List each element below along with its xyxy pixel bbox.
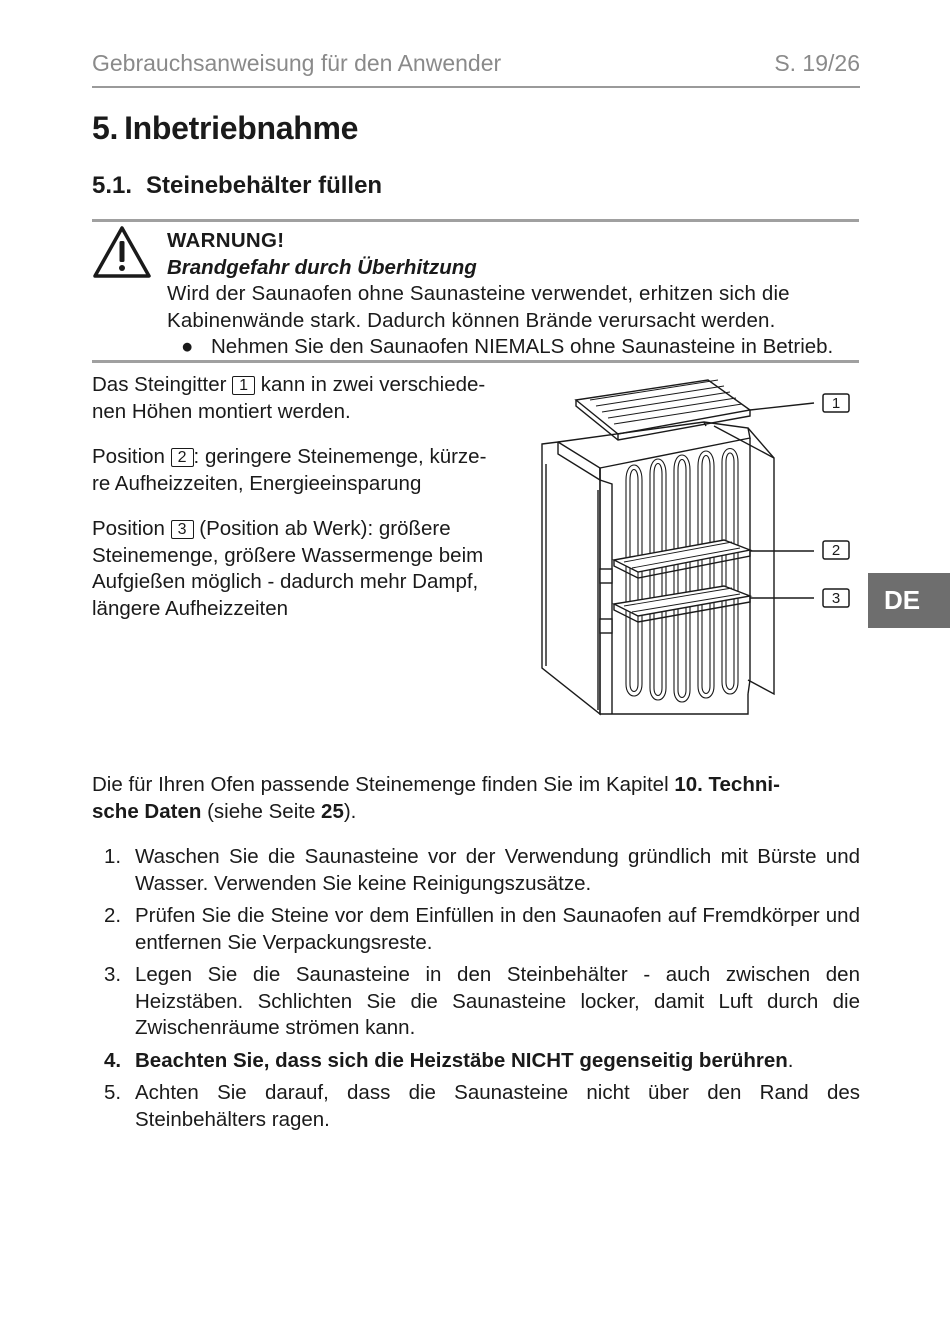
paragraph xyxy=(92,516,532,622)
warning-triangle-icon xyxy=(92,225,152,279)
step-number: 5. xyxy=(104,1081,122,1104)
text: ). xyxy=(343,799,357,823)
section-number: 5.1. xyxy=(92,172,133,199)
bullet-icon: ● xyxy=(181,335,194,358)
step-text: Legen Sie die Saunasteine in den Steinbehälter - auch zwischen den Heizstäben. Schlichten Sie die Saunasteine locker, damit Luft durch die Zwischenräume strömen kann. xyxy=(135,963,860,1039)
step-text: Prüfen Sie die Steine vor dem Einfüllen in den Saunaofen auf Fremdkörper und entfernen Sie Verpackungsreste. xyxy=(135,904,860,954)
text: re Aufheizzeiten, Energieeinsparung xyxy=(92,471,422,495)
language-tab xyxy=(868,573,950,628)
list-item xyxy=(92,903,860,956)
page-number: S. 19/26 xyxy=(774,50,860,76)
section-title: Steinebehälter füllen xyxy=(146,172,383,199)
chapter-number: 5. xyxy=(92,110,119,146)
step-number: 1. xyxy=(104,845,122,868)
svg-text:1: 1 xyxy=(831,395,841,412)
text: Aufgießen möglich - dadurch mehr Dampf, xyxy=(92,570,479,593)
chapter-reference: 10. Techni- xyxy=(674,773,780,796)
callout-box: 2 xyxy=(171,448,194,467)
step-number: 4. xyxy=(104,1048,122,1072)
step-text: Beachten Sie, dass sich die Heizstäbe NICHT gegenseitig berühren xyxy=(135,1048,788,1072)
text: Steinemenge, größere Wassermenge beim xyxy=(92,543,484,567)
warning-text xyxy=(167,228,862,361)
callout-box: 1 xyxy=(232,376,255,395)
svg-text:3: 3 xyxy=(831,590,841,607)
warning-body-line: Kabinenwände stark. Dadurch können Brände verursacht werden. xyxy=(167,308,776,332)
step-text-tail: . xyxy=(787,1048,794,1072)
step-number: 3. xyxy=(104,963,122,986)
chapter-title: Inbetriebnahme xyxy=(124,110,359,146)
header-title: Gebrauchsanweisung für den Anwender xyxy=(92,50,502,76)
section-heading xyxy=(92,172,382,200)
text: nen Höhen montiert werden. xyxy=(92,399,351,423)
text: (Position ab Werk): größere xyxy=(199,517,451,540)
text: Position xyxy=(92,445,165,468)
text: längere Aufheizzeiten xyxy=(92,596,289,620)
list-item xyxy=(92,1080,860,1133)
text: kann in zwei verschiede- xyxy=(260,373,486,396)
text: (siehe Seite xyxy=(201,799,322,823)
list-item xyxy=(92,962,860,1042)
instruction-list xyxy=(92,844,860,1139)
warning-bottom-rule xyxy=(92,360,859,363)
paragraph xyxy=(92,372,532,425)
svg-text:2: 2 xyxy=(831,542,841,559)
paragraph xyxy=(92,444,532,497)
warning-subtitle: Brandgefahr durch Überhitzung xyxy=(167,255,477,279)
page-header xyxy=(92,48,860,88)
step-number: 2. xyxy=(104,904,122,927)
text: Position xyxy=(92,517,165,540)
warning-top-rule xyxy=(92,219,859,222)
warning-bullet-text: Nehmen Sie den Saunaofen NIEMALS ohne Saunasteine in Betrieb. xyxy=(211,335,834,358)
callout-3 xyxy=(823,589,849,607)
warning-bullet xyxy=(167,334,862,361)
list-item xyxy=(92,1048,860,1075)
step-text: Achten Sie darauf, dass die Saunasteine nicht über den Rand des Steinbehälters ragen. xyxy=(135,1081,860,1131)
language-tab-label: DE xyxy=(884,585,921,615)
page-reference: 25 xyxy=(321,799,344,823)
warning-title: WARNUNG! xyxy=(167,229,285,252)
sauna-heater-illustration xyxy=(538,364,858,744)
text: Die für Ihren Ofen passende Steinemenge finden Sie im Kapitel xyxy=(92,773,675,796)
callout-2 xyxy=(823,541,849,559)
text: Das Steingitter xyxy=(92,373,227,396)
warning-body-line: Wird der Saunaofen ohne Saunasteine verwendet, erhitzen sich die xyxy=(167,282,790,305)
callout-1 xyxy=(823,394,849,412)
position-description xyxy=(92,372,532,641)
callout-box: 3 xyxy=(171,520,194,539)
list-item xyxy=(92,844,860,897)
step-text: Waschen Sie die Saunasteine vor der Verwendung gründlich mit Bürste und Wasser. Verwenden Sie keine Reinigungszusätze. xyxy=(135,845,860,895)
chapter-heading xyxy=(92,110,358,147)
reference-paragraph xyxy=(92,772,860,825)
text: : geringere Steinemenge, kürze- xyxy=(193,445,487,468)
chapter-reference: sche Daten xyxy=(92,799,202,823)
